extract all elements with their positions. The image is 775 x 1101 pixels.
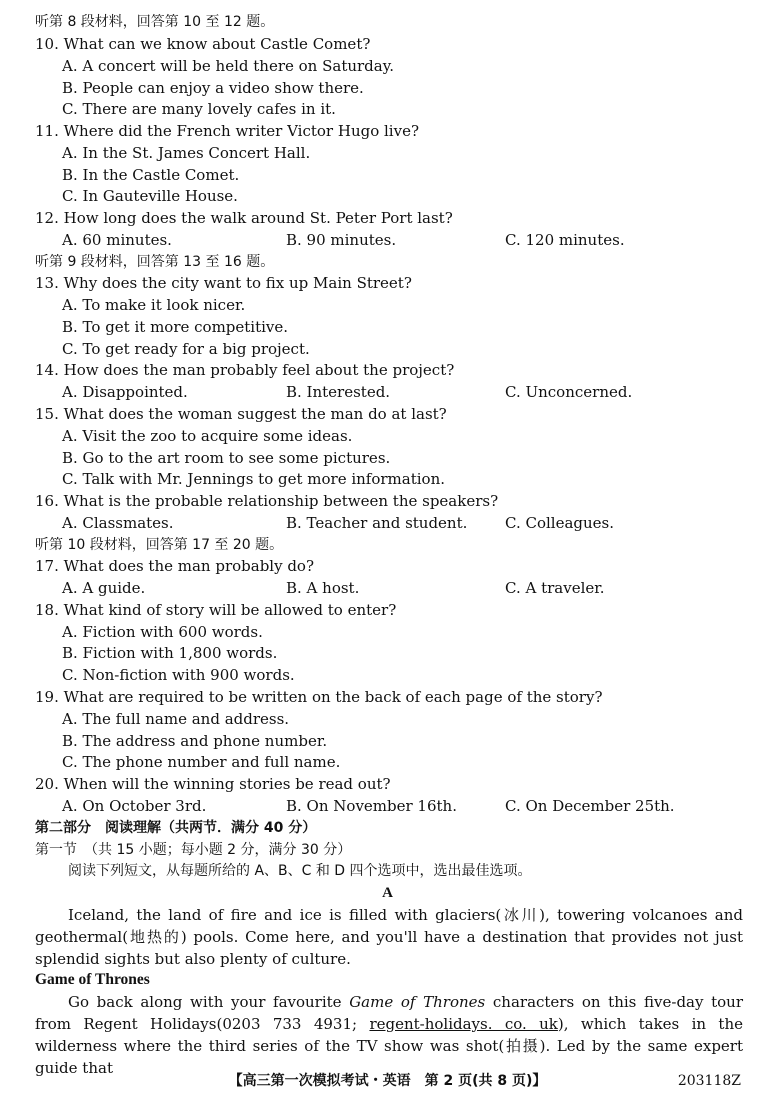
question-18-option-c: C. Non-fiction with 900 words. <box>62 666 295 684</box>
question-16-option-c: C. Colleagues. <box>505 514 615 532</box>
question-17-option-a: A. A guide. <box>62 579 146 597</box>
passage-letter: A <box>382 885 393 901</box>
question-10-option-b: B. People can enjoy a video show there. <box>62 79 364 97</box>
passage-paragraph-2 <box>35 991 743 1079</box>
question-14-option-c: C. Unconcerned. <box>505 383 633 401</box>
question-13: 13. Why does the city want to fix up Main Street? <box>35 274 412 292</box>
question-15: 15. What does the woman suggest the man do at last? <box>35 405 447 423</box>
question-13-option-c: C. To get ready for a big project. <box>62 340 310 358</box>
question-15-option-a: A. Visit the zoo to acquire some ideas. <box>62 427 353 445</box>
section-9-instruction: 听第 9 段材料，回答第 13 至 16 题。 <box>35 254 275 270</box>
question-12-option-a: A. 60 minutes. <box>62 231 172 249</box>
paragraph-2-text-1: Go back along with your favourite <box>68 993 350 1011</box>
question-18-option-a: A. Fiction with 600 words. <box>62 623 263 641</box>
question-17-option-b: B. A host. <box>286 579 360 597</box>
question-14-option-b: B. Interested. <box>286 383 391 401</box>
question-14-option-a: A. Disappointed. <box>62 383 188 401</box>
question-19-option-a: A. The full name and address. <box>62 710 290 728</box>
question-17-option-c: C. A traveler. <box>505 579 605 597</box>
question-10: 10. What can we know about Castle Comet? <box>35 35 371 53</box>
question-18: 18. What kind of story will be allowed to enter? <box>35 601 397 619</box>
question-19: 19. What are required to be written on the back of each page of the story? <box>35 688 603 706</box>
question-12-option-b: B. 90 minutes. <box>286 231 397 249</box>
question-11-option-b: B. In the Castle Comet. <box>62 166 240 184</box>
reading-instruction: 阅读下列短文，从每题所给的 A、B、C 和 D 四个选项中，选出最佳选项。 <box>68 863 532 879</box>
question-16-option-a: A. Classmates. <box>62 514 174 532</box>
question-14: 14. How does the man probably feel about the project? <box>35 361 455 379</box>
section-10-instruction: 听第 10 段材料，回答第 17 至 20 题。 <box>35 537 284 553</box>
question-20-option-a: A. On October 3rd. <box>62 797 207 815</box>
question-16: 16. What is the probable relationship between the speakers? <box>35 492 499 510</box>
question-11-option-a: A. In the St. James Concert Hall. <box>62 144 311 162</box>
section-1-heading: 第一节 （共 15 小题；每小题 2 分，满分 30 分） <box>35 842 352 858</box>
question-15-option-c: C. Talk with Mr. Jennings to get more information. <box>62 470 445 488</box>
question-11: 11. Where did the French writer Victor Hugo live? <box>35 122 419 140</box>
paragraph-2-text-3: ), which takes in the wilderness where the third series of the TV show was shot(拍摄). Led by the same expert guide that <box>35 1015 743 1077</box>
question-12: 12. How long does the walk around St. Peter Port last? <box>35 209 453 227</box>
question-20-option-c: C. On December 25th. <box>505 797 675 815</box>
question-10-option-c: C. There are many lovely cafes in it. <box>62 100 336 118</box>
paragraph-2-text-2: characters on this five-day tour from Regent Holidays(0203 733 4931; <box>35 993 744 1033</box>
passage-paragraph-1: Iceland, the land of fire and ice is filled with glaciers(冰川), towering volcanoes and geothermal(地热的) pools. Come here, and you'll have a destination that provides not just splendid sights but also plenty of culture. <box>35 906 743 968</box>
question-13-option-b: B. To get it more competitive. <box>62 318 289 336</box>
question-13-option-a: A. To make it look nicer. <box>62 296 246 314</box>
question-18-option-b: B. Fiction with 1,800 words. <box>62 644 278 662</box>
question-20: 20. When will the winning stories be read out? <box>35 775 391 793</box>
part-2-heading: 第二部分 阅读理解（共两节．满分 40 分） <box>35 820 317 836</box>
question-19-option-b: B. The address and phone number. <box>62 732 328 750</box>
website-link[interactable]: regent-holidays. co. uk <box>369 1015 558 1033</box>
section-8-instruction: 听第 8 段材料，回答第 10 至 12 题。 <box>35 14 275 30</box>
question-19-option-c: C. The phone number and full name. <box>62 753 341 771</box>
question-15-option-b: B. Go to the art room to see some pictures. <box>62 449 391 467</box>
show-title: Game of Thrones <box>349 993 486 1011</box>
question-20-option-b: B. On November 16th. <box>286 797 457 815</box>
exam-code: 203118Z <box>677 1073 741 1089</box>
question-16-option-b: B. Teacher and student. <box>286 514 468 532</box>
question-12-option-c: C. 120 minutes. <box>505 231 625 249</box>
passage-subheading: Game of Thrones <box>35 971 150 988</box>
question-17: 17. What does the man probably do? <box>35 557 315 575</box>
question-11-option-c: C. In Gauteville House. <box>62 187 238 205</box>
question-10-option-a: A. A concert will be held there on Saturday. <box>62 57 394 75</box>
page-footer: 【高三第一次模拟考试・英语 第 2 页(共 8 页)】 <box>228 1073 547 1089</box>
